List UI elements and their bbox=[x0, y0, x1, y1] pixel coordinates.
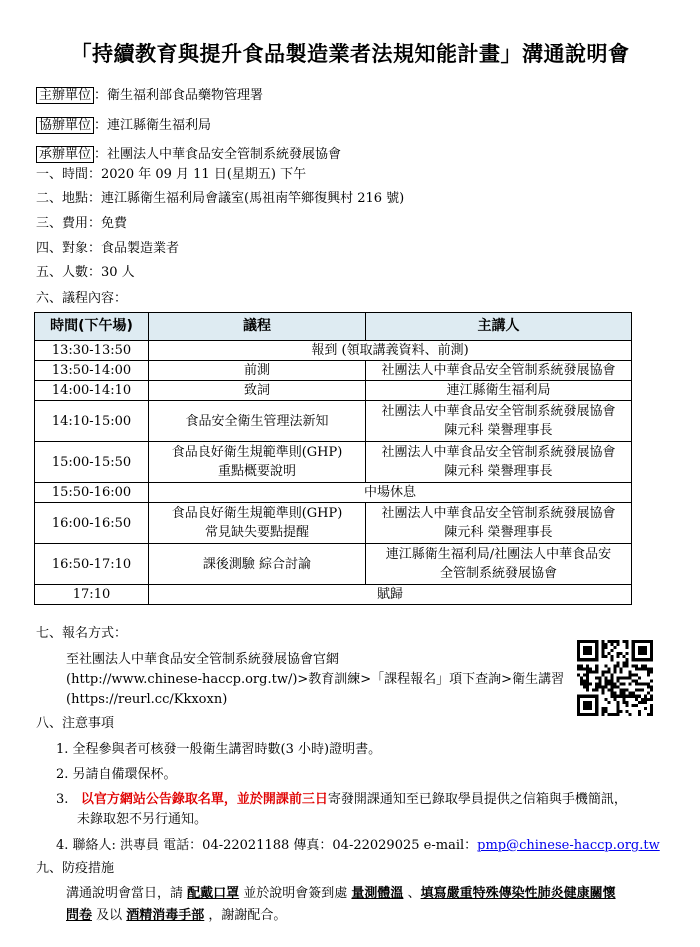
cell-topic: 食品良好衛生規範準則(GHP) 常見缺失要點提醒 bbox=[149, 503, 366, 544]
cell-topic: 課後測驗 綜合討論 bbox=[149, 544, 366, 585]
registration-line3[interactable]: (https://reurl.cc/Kkxoxn) bbox=[66, 692, 228, 707]
epidemic-sanitize: 酒精消毒手部 bbox=[126, 908, 205, 923]
cell-time: 13:30-13:50 bbox=[35, 341, 149, 361]
note-item-2: 2. 另請自備環保杯。 bbox=[56, 767, 177, 782]
organizer-value: ：社團法人中華食品安全管制系統發展協會 bbox=[94, 147, 342, 162]
organizer-host bbox=[36, 87, 263, 105]
page-title: 「持續教育與提升食品製造業者法規知能計畫」溝通說明會 bbox=[70, 42, 630, 66]
epidemic-temperature: 量測體溫 bbox=[351, 886, 404, 901]
cell-topic: 食品良好衛生規範準則(GHP) 重點概要說明 bbox=[149, 442, 366, 483]
cell-topic: 賦歸 bbox=[149, 585, 632, 605]
detail-count: 五、人數：30 人 bbox=[36, 265, 135, 280]
epidemic-text: 並於說明會簽到處 bbox=[239, 886, 352, 901]
cell-time: 13:50-14:00 bbox=[35, 361, 149, 381]
epidemic-questionnaire-end: 問卷 bbox=[66, 908, 93, 923]
epidemic-text: ，謝謝配合。 bbox=[204, 908, 287, 923]
epidemic-text: 溝通說明會當日，請 bbox=[66, 886, 188, 901]
header-time: 時間(下午場) bbox=[35, 313, 149, 341]
epidemic-text: 、 bbox=[403, 886, 421, 901]
qr-code-icon[interactable] bbox=[577, 640, 653, 716]
cell-time: 16:50-17:10 bbox=[35, 544, 149, 585]
cell-time: 14:10-15:00 bbox=[35, 401, 149, 442]
registration-line1: 至社團法人中華食品安全管制系統發展協會官網 bbox=[66, 652, 340, 667]
epidemic-questionnaire: 填寫嚴重特殊傳染性肺炎健康關懷 bbox=[420, 886, 616, 901]
note-item-3 bbox=[56, 790, 627, 809]
registration-line2[interactable]: (http://www.chinese-haccp.org.tw/)>教育訓練>「課程報名」項下查詢>衛生講習 bbox=[66, 672, 565, 687]
agenda-table bbox=[34, 312, 632, 605]
epidemic-line1 bbox=[66, 884, 616, 903]
contact-text: 4. 聯絡人: 洪專員 電話：04-22021188 傳真：04-22029025 e-mail： bbox=[56, 838, 478, 853]
header-speaker: 主講人 bbox=[366, 313, 632, 341]
detail-time: 一、時間：2020 年 09 月 11 日(星期五) 下午 bbox=[36, 167, 307, 182]
cell-topic: 報到 (領取講義資料、前測) bbox=[149, 341, 632, 361]
cell-time: 14:00-14:10 bbox=[35, 381, 149, 401]
note-item-1: 1. 全程參與者可核發一般衛生講習時數(3 小時)證明書。 bbox=[56, 742, 382, 757]
epidemic-mask: 配戴口罩 bbox=[187, 886, 240, 901]
organizer-value: ：衛生福利部食品藥物管理署 bbox=[94, 88, 264, 103]
notes-heading: 八、注意事項 bbox=[36, 716, 115, 731]
table-row bbox=[35, 381, 632, 401]
cell-time: 15:50-16:00 bbox=[35, 483, 149, 503]
organizer-exec bbox=[36, 146, 341, 164]
cell-speaker: 社團法人中華食品安全管制系統發展協會 陳元科 榮譽理事長 bbox=[366, 503, 632, 544]
cell-topic: 前測 bbox=[149, 361, 366, 381]
epidemic-line2 bbox=[66, 906, 286, 925]
organizer-value: ：連江縣衛生福利局 bbox=[94, 118, 212, 133]
cell-time: 15:00-15:50 bbox=[35, 442, 149, 483]
cell-topic: 中場休息 bbox=[149, 483, 632, 503]
table-row bbox=[35, 503, 632, 544]
detail-fee: 三、費用：免費 bbox=[36, 216, 128, 231]
cell-topic: 致詞 bbox=[149, 381, 366, 401]
epidemic-heading: 九、防疫措施 bbox=[36, 861, 115, 876]
note-item-3-highlight: 以官方網站公告錄取名單，並於開課前三日 bbox=[80, 792, 328, 807]
note-item-3-number: 3. bbox=[56, 792, 69, 807]
cell-speaker: 社團法人中華食品安全管制系統發展協會 bbox=[366, 361, 632, 381]
cell-speaker: 社團法人中華食品安全管制系統發展協會 陳元科 榮譽理事長 bbox=[366, 442, 632, 483]
table-row bbox=[35, 442, 632, 483]
table-row bbox=[35, 585, 632, 605]
cell-speaker: 連江縣衛生福利局/社團法人中華食品安 全管制系統發展協會 bbox=[366, 544, 632, 585]
cell-time: 16:00-16:50 bbox=[35, 503, 149, 544]
table-row bbox=[35, 401, 632, 442]
registration-heading: 七、報名方式： bbox=[36, 626, 128, 641]
table-row bbox=[35, 361, 632, 381]
cell-speaker: 社團法人中華食品安全管制系統發展協會 陳元科 榮譽理事長 bbox=[366, 401, 632, 442]
note-item-3-line2: 未錄取恕不另行通知。 bbox=[77, 812, 208, 827]
contact-email-link[interactable]: pmp@chinese-haccp.org.tw bbox=[477, 838, 660, 853]
header-topic: 議程 bbox=[149, 313, 366, 341]
epidemic-text: 及以 bbox=[92, 908, 127, 923]
note-item-3-text: 寄發開課通知至已錄取學員提供之信箱與手機簡訊， bbox=[327, 792, 627, 807]
detail-audience: 四、對象：食品製造業者 bbox=[36, 241, 180, 256]
table-row bbox=[35, 483, 632, 503]
detail-agenda-heading: 六、議程內容： bbox=[36, 291, 128, 306]
table-row bbox=[35, 341, 632, 361]
organizer-label: 承辦單位 bbox=[36, 146, 94, 163]
organizer-label: 協辦單位 bbox=[36, 117, 94, 134]
note-item-4 bbox=[56, 836, 660, 855]
organizer-co bbox=[36, 117, 211, 135]
organizer-label: 主辦單位 bbox=[36, 87, 94, 104]
cell-topic: 食品安全衛生管理法新知 bbox=[149, 401, 366, 442]
cell-speaker: 連江縣衛生福利局 bbox=[366, 381, 632, 401]
table-row bbox=[35, 544, 632, 585]
cell-time: 17:10 bbox=[35, 585, 149, 605]
detail-location: 二、地點：連江縣衛生福利局會議室(馬祖南竿鄉復興村 216 號) bbox=[36, 191, 405, 206]
